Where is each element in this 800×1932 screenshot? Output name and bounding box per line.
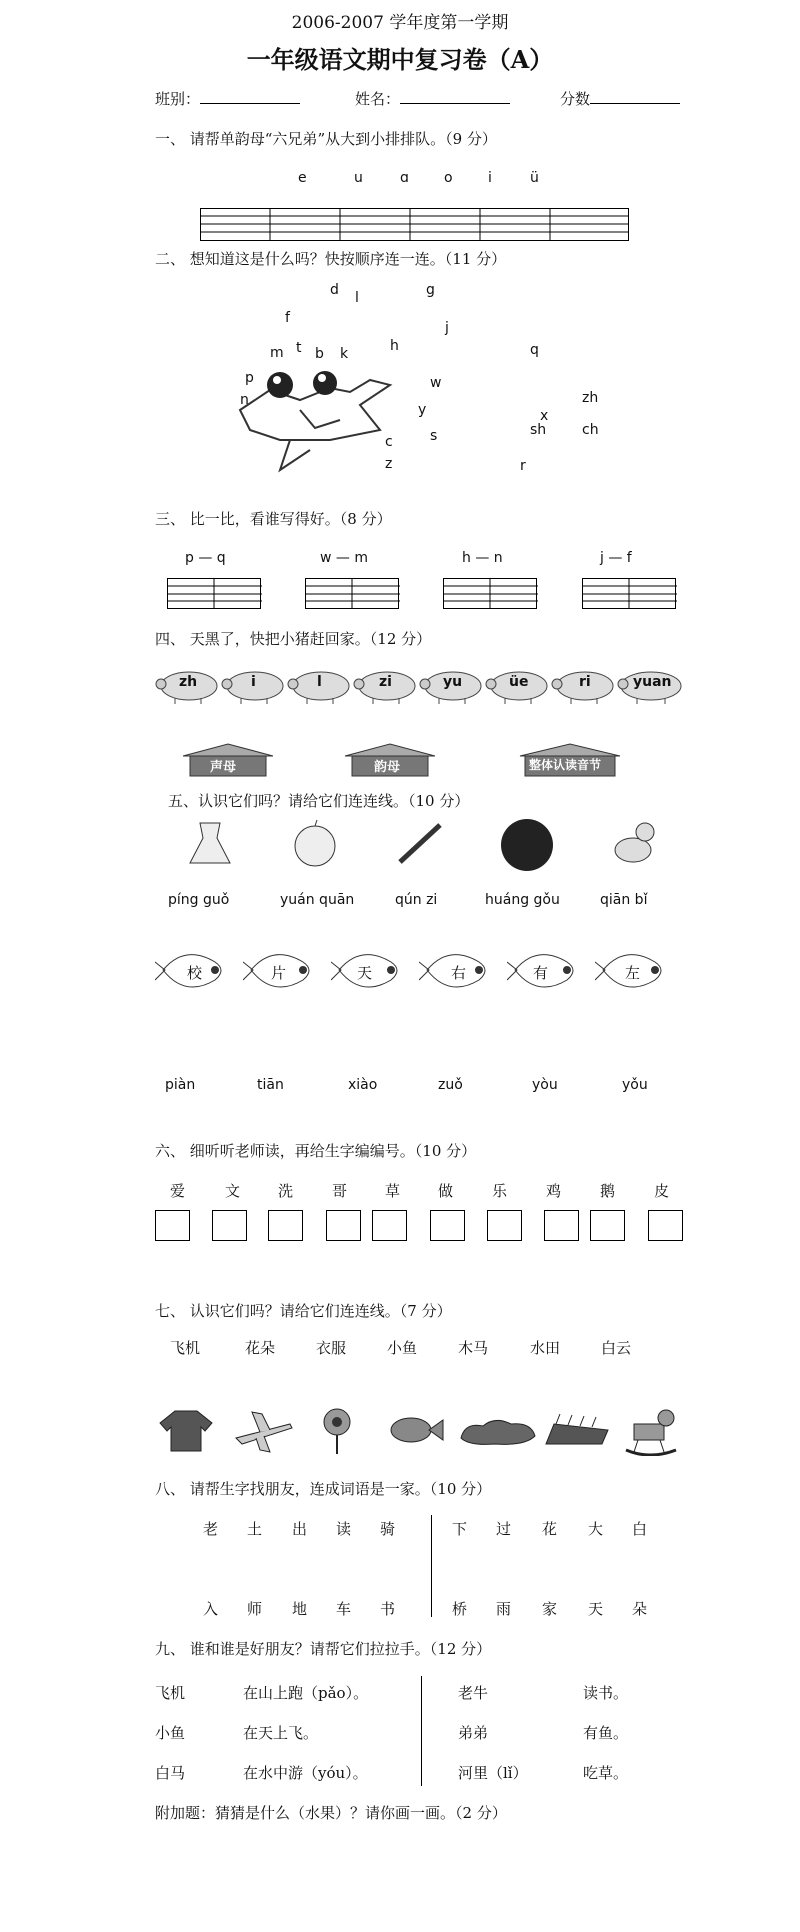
word-item: 衣服 — [316, 1339, 347, 1357]
fish-char: 右 — [451, 964, 467, 982]
pig-label: yu — [443, 674, 463, 690]
fish-char: 校 — [187, 964, 203, 982]
dot-letter: r — [520, 458, 526, 474]
q8-title: 八、 请帮生字找朋友，连成词语是一家。（10 分） — [155, 1480, 492, 1498]
word-item: 小鱼 — [387, 1339, 418, 1357]
pinyin-label: xiào — [348, 1077, 378, 1093]
class-blank[interactable] — [200, 89, 300, 104]
q2-title: 二、 想知道这是什么吗？快按顺序连一连。（11 分） — [155, 250, 507, 268]
pinyin-label: huáng gǒu — [485, 892, 560, 908]
house-finals[interactable] — [340, 742, 440, 782]
subject-item: 小鱼 — [155, 1724, 186, 1742]
char-item: 车 — [336, 1600, 352, 1618]
flower-image — [312, 1404, 362, 1456]
predicate-item: 读书。 — [583, 1684, 629, 1702]
char-item: 爱 — [170, 1182, 186, 1200]
subject-item: 弟弟 — [458, 1724, 489, 1742]
pinyin-label: qún zi — [395, 892, 438, 908]
pig-card[interactable] — [353, 666, 419, 708]
word-item: 花朵 — [245, 1339, 276, 1357]
word-item: 飞机 — [170, 1339, 201, 1357]
char-item: 白 — [632, 1520, 648, 1538]
pig-label: zh — [179, 674, 198, 690]
q4-title: 四、 天黑了，快把小猪赶回家。（12 分） — [155, 630, 432, 648]
skirt-image — [185, 818, 235, 868]
vowel-letter: e — [298, 170, 307, 186]
char-item: 文 — [225, 1182, 241, 1200]
fish-card[interactable] — [243, 940, 319, 1006]
rocking-horse-image — [620, 1400, 680, 1456]
number-box[interactable] — [648, 1210, 683, 1241]
char-item: 鸡 — [546, 1182, 562, 1200]
score-field — [560, 88, 680, 109]
char-item: 地 — [292, 1600, 308, 1618]
vowel-letter: o — [444, 170, 453, 186]
pig-card[interactable] — [617, 666, 685, 708]
dot-letter: d — [330, 282, 339, 298]
pinyin-label: yòu — [532, 1077, 558, 1093]
char-item: 书 — [380, 1600, 396, 1618]
writing-grid[interactable] — [167, 578, 262, 610]
vowel-letter: i — [488, 170, 492, 186]
predicate-item: 有鱼。 — [583, 1724, 629, 1742]
char-item: 鹅 — [600, 1182, 616, 1200]
pig-label: yuan — [633, 674, 672, 690]
subject-item: 白马 — [155, 1764, 186, 1782]
number-box[interactable] — [544, 1210, 579, 1241]
char-item: 入 — [203, 1600, 219, 1618]
dot-letter: x — [540, 408, 549, 424]
class-field — [155, 88, 300, 109]
pig-label: zi — [379, 674, 392, 690]
char-item: 雨 — [496, 1600, 512, 1618]
number-box[interactable] — [487, 1210, 522, 1241]
house-label: 整体认读音节 — [529, 758, 602, 772]
char-item: 哥 — [332, 1182, 348, 1200]
dot-letter: z — [385, 456, 393, 472]
writing-grid[interactable] — [305, 578, 400, 610]
char-item: 朵 — [632, 1600, 648, 1618]
q5-title: 五、认识它们吗？请给它们连连线。（10 分） — [168, 792, 470, 810]
dot-letter: ch — [582, 422, 599, 438]
vowel-letter: ü — [530, 170, 539, 186]
pig-label: l — [317, 674, 322, 690]
cloud-image — [455, 1414, 540, 1448]
dot-letter: sh — [530, 422, 547, 438]
word-item: 水田 — [530, 1339, 561, 1357]
sweater-image — [155, 1405, 217, 1455]
fish-card[interactable] — [419, 940, 495, 1006]
writing-grid[interactable] — [443, 578, 538, 610]
airplane-image — [232, 1408, 294, 1454]
pig-label: ri — [579, 674, 591, 690]
letter-pair: w — m — [320, 550, 368, 566]
pig-card[interactable] — [485, 666, 551, 708]
char-item: 老 — [203, 1520, 219, 1538]
fish-char: 有 — [533, 964, 549, 982]
vowel-letter: ɑ — [400, 170, 409, 186]
char-item: 土 — [247, 1520, 263, 1538]
fish-card[interactable] — [155, 940, 231, 1006]
school-year: 2006-2007 学年度第一学期 — [291, 13, 509, 33]
fish-card[interactable] — [595, 940, 671, 1006]
char-item: 骑 — [380, 1520, 396, 1538]
house-label: 韵母 — [374, 760, 401, 775]
char-item: 做 — [438, 1182, 454, 1200]
char-item: 花 — [542, 1520, 558, 1538]
dot-letter: k — [340, 346, 349, 362]
char-item: 大 — [588, 1520, 604, 1538]
name-field — [355, 88, 510, 109]
dot-letter: l — [355, 290, 359, 306]
dot-letter: b — [315, 346, 324, 362]
pinyin-label: tiān — [257, 1077, 284, 1093]
dot-letter: s — [430, 428, 438, 444]
writing-grid[interactable] — [582, 578, 677, 610]
page-title: 一年级语文期中复习卷（A） — [246, 45, 554, 74]
dot-letter: j — [445, 320, 449, 336]
pinyin-label: yuán quān — [280, 892, 355, 908]
dot-letter: h — [390, 338, 399, 354]
dog-image — [605, 818, 659, 868]
dot-letter: p — [245, 370, 254, 386]
divider — [431, 1515, 432, 1617]
char-item: 洗 — [278, 1182, 294, 1200]
number-box[interactable] — [590, 1210, 625, 1241]
name-label: 姓名： — [355, 90, 401, 108]
dot-letter: c — [385, 434, 393, 450]
char-item: 下 — [452, 1520, 468, 1538]
number-box[interactable] — [212, 1210, 247, 1241]
pinyin-label: piàn — [165, 1077, 196, 1093]
q6-title: 六、 细听听老师读，再给生字编编号。（10 分） — [155, 1142, 477, 1160]
subject-item: 老牛 — [458, 1684, 489, 1702]
pinyin-label: qiān bǐ — [600, 892, 648, 908]
number-box[interactable] — [430, 1210, 465, 1241]
word-item: 白云 — [601, 1339, 632, 1357]
paddy-field-image — [542, 1410, 610, 1450]
dot-letter: t — [296, 340, 302, 356]
fish-char: 左 — [625, 964, 641, 982]
predicate-item: 吃草。 — [583, 1764, 629, 1782]
number-box[interactable] — [268, 1210, 303, 1241]
char-item: 桥 — [452, 1600, 468, 1618]
dot-letter: g — [426, 282, 435, 298]
fish-image — [385, 1410, 445, 1450]
dot-letter: f — [285, 310, 290, 326]
pig-card[interactable] — [551, 666, 617, 708]
house-label: 声母 — [210, 760, 237, 775]
bonus-question: 附加题：猜猜是什么（水果）？请你画一画。（2 分） — [155, 1804, 507, 1822]
pig-label: üe — [509, 674, 529, 690]
pencil-image — [395, 820, 445, 868]
circle-image — [500, 818, 554, 872]
number-box[interactable] — [372, 1210, 407, 1241]
char-item: 皮 — [654, 1182, 670, 1200]
letter-pair: j — f — [600, 550, 632, 566]
score-blank[interactable] — [590, 89, 680, 104]
fish-char: 片 — [271, 964, 287, 982]
dot-letter: n — [240, 392, 249, 408]
pig-card[interactable] — [287, 666, 353, 708]
dot-letter: q — [530, 342, 539, 358]
predicate-item: 在山上跑（pǎo）。 — [243, 1684, 369, 1702]
letter-pair: h — n — [462, 550, 503, 566]
char-item: 过 — [496, 1520, 512, 1538]
pinyin-label: zuǒ — [438, 1077, 463, 1093]
q1-writing-grid[interactable] — [200, 208, 630, 242]
fish-card[interactable] — [331, 940, 407, 1006]
pig-label: i — [251, 674, 256, 690]
fish-card[interactable] — [507, 940, 583, 1006]
q3-title: 三、 比一比，看谁写得好。（8 分） — [155, 510, 392, 528]
dot-letter: m — [270, 345, 284, 361]
vowel-letter: u — [354, 170, 363, 186]
word-item: 木马 — [458, 1339, 489, 1357]
number-box[interactable] — [326, 1210, 361, 1241]
char-item: 家 — [542, 1600, 558, 1618]
subject-item: 河里（lǐ） — [458, 1764, 528, 1782]
predicate-item: 在天上飞。 — [243, 1724, 319, 1742]
score-label: 分数 — [560, 90, 591, 108]
pinyin-label: píng guǒ — [168, 892, 230, 908]
class-label: 班别： — [155, 90, 201, 108]
predicate-item: 在水中游（yóu）。 — [243, 1764, 368, 1782]
dot-letters — [230, 280, 650, 480]
pig-row — [155, 662, 685, 710]
letter-pair: p — q — [185, 550, 226, 566]
subject-item: 飞机 — [155, 1684, 186, 1702]
dot-letter: zh — [582, 390, 599, 406]
fish-char: 天 — [357, 964, 373, 982]
pinyin-label: yǒu — [622, 1077, 648, 1093]
dot-letter: w — [430, 375, 442, 391]
pig-card[interactable] — [419, 666, 485, 708]
char-item: 草 — [385, 1182, 401, 1200]
char-item: 师 — [247, 1600, 263, 1618]
house-whole-syllables[interactable] — [515, 742, 625, 782]
pig-card[interactable] — [221, 666, 287, 708]
q9-title: 九、 谁和谁是好朋友？请帮它们拉拉手。（12 分） — [155, 1640, 492, 1658]
number-box[interactable] — [155, 1210, 190, 1241]
name-blank[interactable] — [400, 89, 510, 104]
char-item: 读 — [336, 1520, 352, 1538]
char-item: 天 — [588, 1600, 604, 1618]
q7-title: 七、 认识它们吗？请给它们连连线。（7 分） — [155, 1302, 452, 1320]
dot-letter: y — [418, 402, 427, 418]
char-item: 乐 — [492, 1182, 508, 1200]
q1-title: 一、 请帮单韵母“六兄弟”从大到小排排队。（9 分） — [155, 130, 497, 148]
char-item: 出 — [292, 1520, 308, 1538]
house-initials[interactable] — [178, 742, 278, 782]
pig-card[interactable] — [155, 666, 221, 708]
divider — [421, 1676, 422, 1786]
apple-image — [290, 818, 340, 868]
